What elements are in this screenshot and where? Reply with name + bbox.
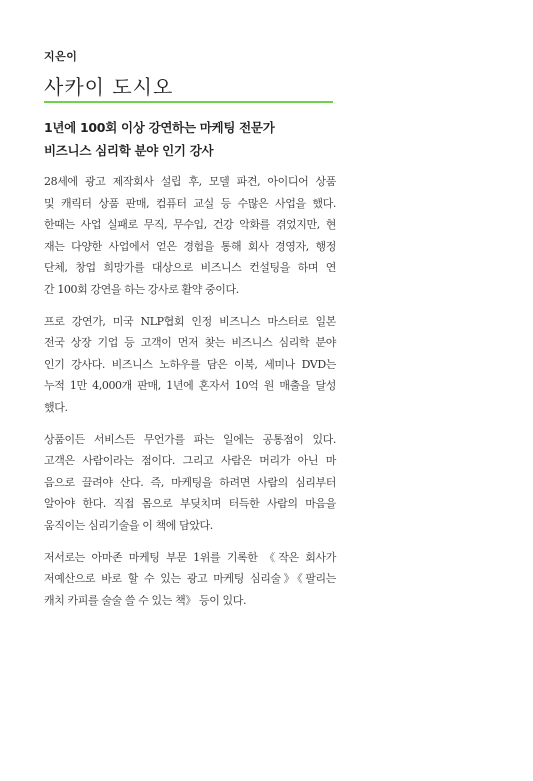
bio-line: 저예산으로 바로 할 수 있는 광고 마케팅 심리술》《팔리는 <box>44 572 336 586</box>
bio-line: 알아야 한다. 직접 몸으로 부딪치며 터득한 사람의 마음을 <box>44 497 336 511</box>
bio-paragraph-1 <box>44 171 336 301</box>
author-role-label: 지은이 <box>44 50 78 63</box>
bio-line: 28세에 광고 제작회사 설립 후, 모델 파견, 아이디어 상품 <box>44 175 336 188</box>
bio-paragraph-3 <box>44 429 336 537</box>
bio-line: 상품이든 서비스든 무언가를 파는 일에는 공통점이 있다. <box>44 432 336 446</box>
bio-line: 및 캐릭터 상품 판매, 컴퓨터 교실 등 수많은 사업을 했다. <box>44 196 336 210</box>
green-divider <box>44 101 333 103</box>
bio-line: 했다. <box>44 400 68 414</box>
author-block <box>44 48 334 100</box>
bio-line: 누적 1만 4,000개 판매, 1년에 혼자서 10억 원 매출을 달성 <box>44 379 336 393</box>
headline-line-2: 비즈니스 심리학 분야 인기 강사 <box>44 143 214 158</box>
bio-line: 저서로는 아마존 마케팅 부문 1위를 기록한 《작은 회사가 <box>44 550 336 564</box>
bio-line: 움직이는 심리기술을 이 책에 담았다. <box>44 518 213 532</box>
bio-line: 인기 강사다. 비즈니스 노하우를 담은 이북, 세미나 DVD는 <box>44 357 336 371</box>
author-bio <box>44 171 336 621</box>
headline-line-1: 1년에 100회 이상 강연하는 마케팅 전문가 <box>44 120 275 135</box>
bio-line: 단체, 창업 희망가를 대상으로 비즈니스 컨설팅을 하며 연 <box>44 261 336 275</box>
bio-line: 재는 다양한 사업에서 얻은 경험을 통해 회사 경영자, 행정 <box>44 239 336 253</box>
author-name: 사카이 도시오 <box>44 75 174 99</box>
bio-line: 음으로 끌려야 산다. 즉, 마케팅을 하려면 사람의 심리부터 <box>44 475 336 489</box>
bio-line: 고객은 사람이라는 점이다. 그리고 사람은 머리가 아닌 마 <box>44 454 336 468</box>
bio-line: 전국 상장 기업 등 고객이 먼저 찾는 비즈니스 심리학 분야 <box>44 336 336 350</box>
bio-line: 캐치 카피를 술술 쓸 수 있는 책》 등이 있다. <box>44 593 247 607</box>
bio-line: 간 100회 강연을 하는 강사로 활약 중이다. <box>44 282 239 296</box>
bio-paragraph-2 <box>44 311 336 419</box>
bio-line: 한때는 사업 실패로 무직, 무수입, 건강 악화를 겪었지만, 현 <box>44 218 336 232</box>
author-headline <box>44 116 344 162</box>
bio-line: 프로 강연가, 미국 NLP협회 인정 비즈니스 마스터로 일본 <box>44 314 336 328</box>
bio-paragraph-4 <box>44 547 336 612</box>
